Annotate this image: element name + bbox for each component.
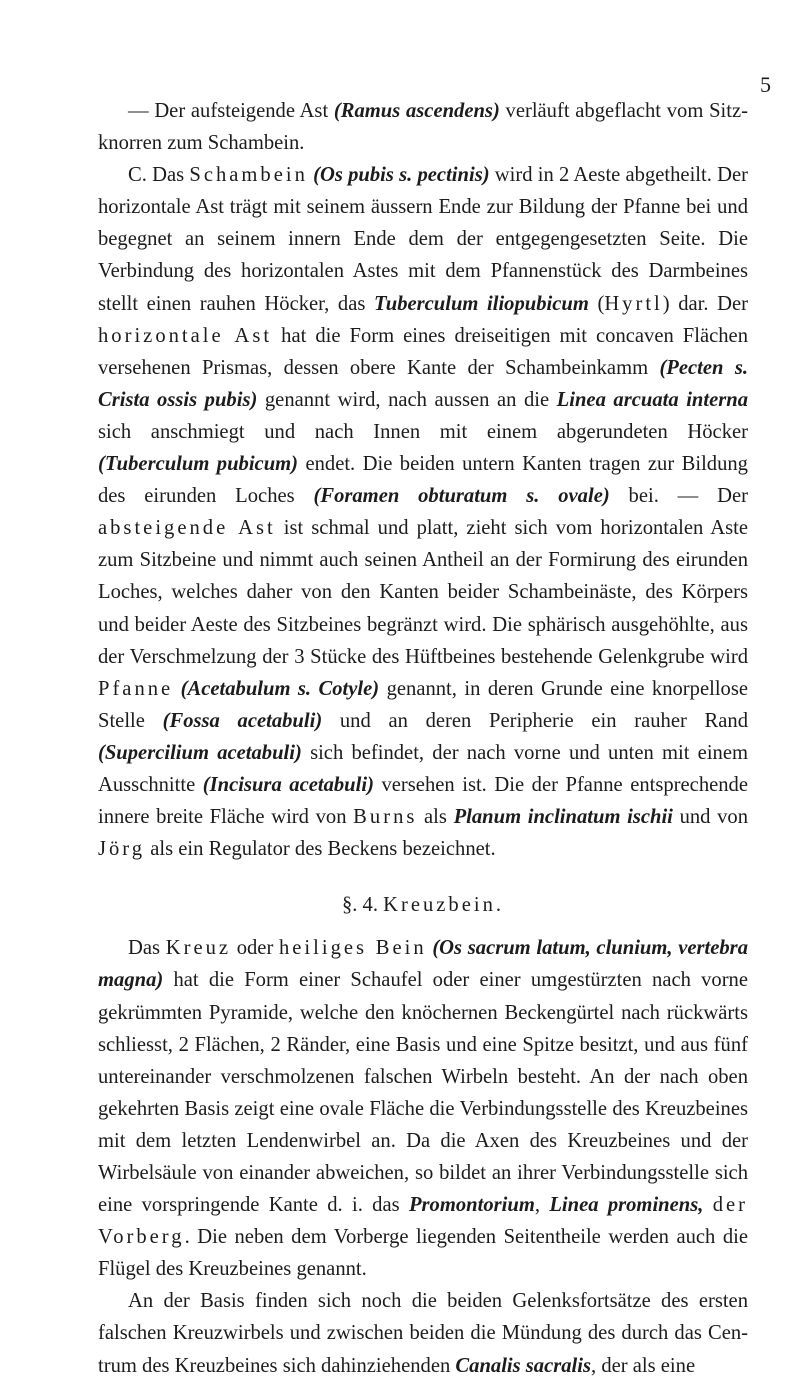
text-run: oder (231, 937, 279, 960)
spaced-term: horizontale Ast (98, 324, 273, 347)
text-run: endet. Die beiden untern Kanten tragen zur Bildung des eirunden Loches (98, 453, 748, 508)
text-run: sich befindet, der nach vorne und unten mit einem Ausschnitte (98, 741, 748, 796)
author-name: Burns (353, 806, 418, 829)
text-run (703, 1194, 712, 1216)
spaced-term: der Vorberg (98, 1194, 749, 1249)
author-name: Jörg (98, 838, 146, 861)
spaced-term: Kreuz (165, 937, 232, 960)
latin-term: (Acetabulum s. Cotyle) (180, 677, 380, 700)
page-number: 5 (760, 72, 771, 97)
latin-term: Linea prominens, (549, 1194, 704, 1217)
text-run: versehen ist. Die der Pfanne entsprechende innere breite Fläche wird von (98, 773, 748, 829)
latin-term: (Os pubis s. pectinis) (313, 164, 490, 187)
latin-term: (Supercilium acetabuli) (98, 741, 302, 764)
text-run: verläuft abgeflacht vom Sitzknorren zum Schambein. (98, 100, 748, 155)
latin-term: (Ramus ascendens) (333, 100, 500, 122)
latin-term: (Foramen obturatum s. ovale) (313, 485, 610, 508)
text-run: , der als eine (591, 1354, 696, 1377)
section-number: §. 4. (341, 894, 384, 917)
text-run: An der Basis finden sich noch die beiden Gelenksfortsätze des ersten falschen Kreuzwirbels und zwischen beiden die Mündung des durch das Centrum des Kreuzbeines sich dahinziehenden (98, 1290, 748, 1377)
section-title: Kreuzbein. (383, 894, 505, 917)
text-run: C. Das (128, 164, 190, 187)
text-run: — Der aufsteigende Ast (128, 100, 334, 122)
latin-term: Linea arcuata interna (556, 388, 748, 411)
latin-term: Promontorium (408, 1194, 535, 1217)
latin-term: (Pecten s. Crista ossis pubis) (98, 356, 748, 411)
spaced-term: heiliges Bein (279, 937, 427, 960)
latin-term: (Os sacrum latum, clunium, vertebra magna) (98, 937, 748, 992)
text-run: wird in 2 Aeste abgetheilt. Der horizontale Ast trägt mit seinem äussern Ende zur Bildung der Pfanne bei und begegnet an seinem innern Ende dem der entgegengesetzten Seite. Die Verbindung des horizontalen Astes mit dem Pfannenstück des Darmbeines stellt einen rauhen Höcker, das (98, 164, 748, 315)
text-run: genannt, in deren Grunde eine knorpellose Stelle (98, 677, 749, 732)
author-name: Hyrtl (604, 292, 663, 315)
spaced-term: absteigende Ast (98, 517, 276, 540)
latin-term: (Tuberculum pubicum) (98, 453, 299, 476)
latin-term: (Incisura acetabuli) (202, 773, 374, 796)
text-run (173, 678, 180, 700)
text-run: Das (128, 937, 166, 960)
text-run: und von (672, 806, 749, 829)
text-run: und an deren Peripherie ein rauher Rand (322, 709, 748, 732)
body-text (98, 95, 748, 1382)
text-run: , (534, 1194, 550, 1217)
text-run: . Die neben dem Vorberge liegenden Seitentheile werden auch die Flügel des Kreuzbeines genannt. (98, 1226, 748, 1281)
paragraph-kreuzbein (98, 932, 748, 1285)
paragraph-schambein (98, 159, 748, 865)
spaced-term: Pfanne (98, 677, 174, 700)
spaced-term: Schambein (189, 164, 308, 187)
latin-term: Canalis sacralis (455, 1354, 592, 1377)
text-run: als (417, 806, 454, 829)
paragraph-ramus-ascendens (98, 95, 748, 159)
latin-term: (Fossa acetabuli) (162, 709, 323, 732)
text-run: als ein Regulator des Beckens bezeichnet. (145, 838, 496, 861)
text-run: genannt wird, nach aussen an die (257, 388, 557, 411)
text-run: bei. — Der (609, 485, 748, 508)
text-run: ( (588, 292, 605, 315)
latin-term: Tuberculum iliopubicum (373, 292, 589, 315)
text-run: hat die Form einer Schaufel oder einer umgestürzten nach vorne gekrümmten Pyramide, welche den knöchernen Beckengürtel nach rückwärts schliesst, 2 Flächen, 2 Ränder, eine Basis und eine Spitze besitzt, und aus fünf untereinander verschmolzenen falschen Wirbeln besteht. An der nach oben gekehrten Basis zeigt eine ovale Fläche die Verbindungsstelle des Kreuzbeines mit dem letzten Lendenwirbel an. Da die Axen des Kreuzbeines und der Wirbelsäule von einander abweichen, so bildet an ihrer Verbindungsstelle sich eine vorspringende Kante d. i. das (98, 969, 748, 1217)
section-heading (98, 865, 748, 932)
text-run: ) dar. Der (662, 292, 748, 315)
paragraph-basis (98, 1285, 748, 1381)
text-run: ist schmal und platt, zieht sich vom horizontalen Aste zum Sitzbeine und nimmt auch seinen Antheil an der Formirung des eirunden Loches, welches daher von den Kanten beider Schambeinäste, des Körpers und beider Aeste des Sitzbeines begränzt wird. Die sphärisch ausgehöhlte, aus der Verschmelzung der 3 Stücke des Hüftbeines bestehende Gelenkgrube wird (98, 517, 748, 668)
text-run: sich anschmiegt und nach Innen mit einem abgerundeten Höcker (98, 420, 748, 443)
text-run: hat die Form eines dreiseitigen mit concaven Flächen versehenen Prismas, dessen obere Kante der Schambeinkamm (98, 324, 748, 379)
latin-term: Planum inclinatum ischii (453, 806, 673, 829)
